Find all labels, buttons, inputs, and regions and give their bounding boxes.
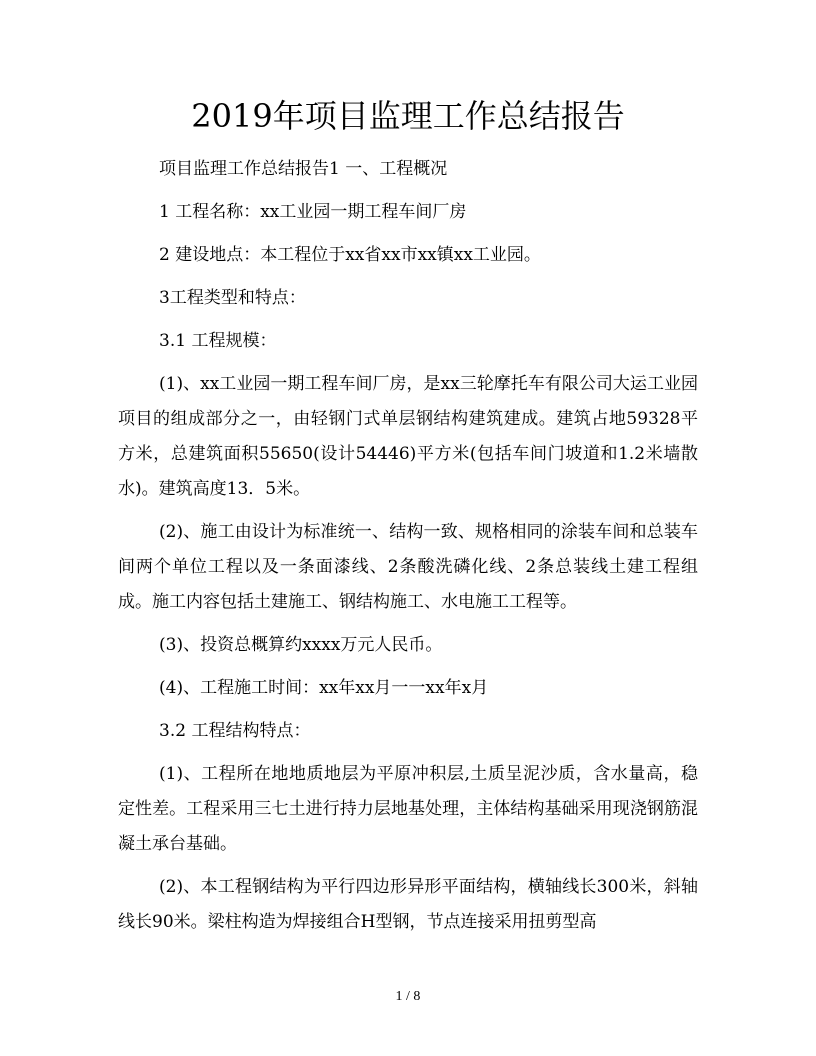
paragraph-scale-heading: 3.1 工程规模： xyxy=(159,331,277,351)
paragraph-structure-1: (1)、工程所在地地质地层为平原冲积层,土质呈泥沙质，含水量高，稳定性差。工程采用三七土进行持力层地基处理，主体结构基础采用现浇钢筋混凝土承台基础。 xyxy=(118,764,698,854)
paragraph-scale-3: (3)、投资总概算约xxxx万元人民币。 xyxy=(159,635,443,655)
document-body xyxy=(118,152,698,948)
paragraph-location: 2 建设地点：本工程位于xx省xx市xx镇xx工业园。 xyxy=(159,245,541,265)
paragraph-structure-2: (2)、本工程钢结构为平行四边形异形平面结构，横轴线长300米，斜轴线长90米。梁柱构造为焊接组合H型钢，节点连接采用扭剪型高 xyxy=(118,877,698,932)
page-indicator: 1 / 8 xyxy=(395,989,421,1004)
paragraph-structure-heading: 3.2 工程结构特点： xyxy=(159,721,311,741)
paragraph-scale-1: (1)、xx工业园一期工程车间厂房，是xx三轮摩托车有限公司大运工业园项目的组成部分之一，由轻钢门式单层钢结构建筑建成。建筑占地59328平方米，总建筑面积55650(设计54446)平方米(包括车间门坡道和1.2米墙散水)。建筑高度13．5米。 xyxy=(118,374,698,499)
paragraph-type-heading: 3工程类型和特点： xyxy=(159,288,306,308)
paragraph-scale-4: (4)、工程施工时间：xx年xx月一一xx年x月 xyxy=(159,678,489,698)
paragraph-project-name: 1 工程名称：xx工业园一期工程车间厂房 xyxy=(159,202,467,222)
paragraph-overview: 项目监理工作总结报告1 一、工程概况 xyxy=(159,159,448,179)
document-title: 2019年项目监理工作总结报告 xyxy=(191,97,625,135)
paragraph-scale-2: (2)、施工由设计为标准统一、结构一致、规格相同的涂装车间和总装车间两个单位工程以及一条面漆线、2条酸洗磷化线、2条总装线土建工程组成。施工内容包括土建施工、钢结构施工、水电施工工程等。 xyxy=(118,522,698,612)
